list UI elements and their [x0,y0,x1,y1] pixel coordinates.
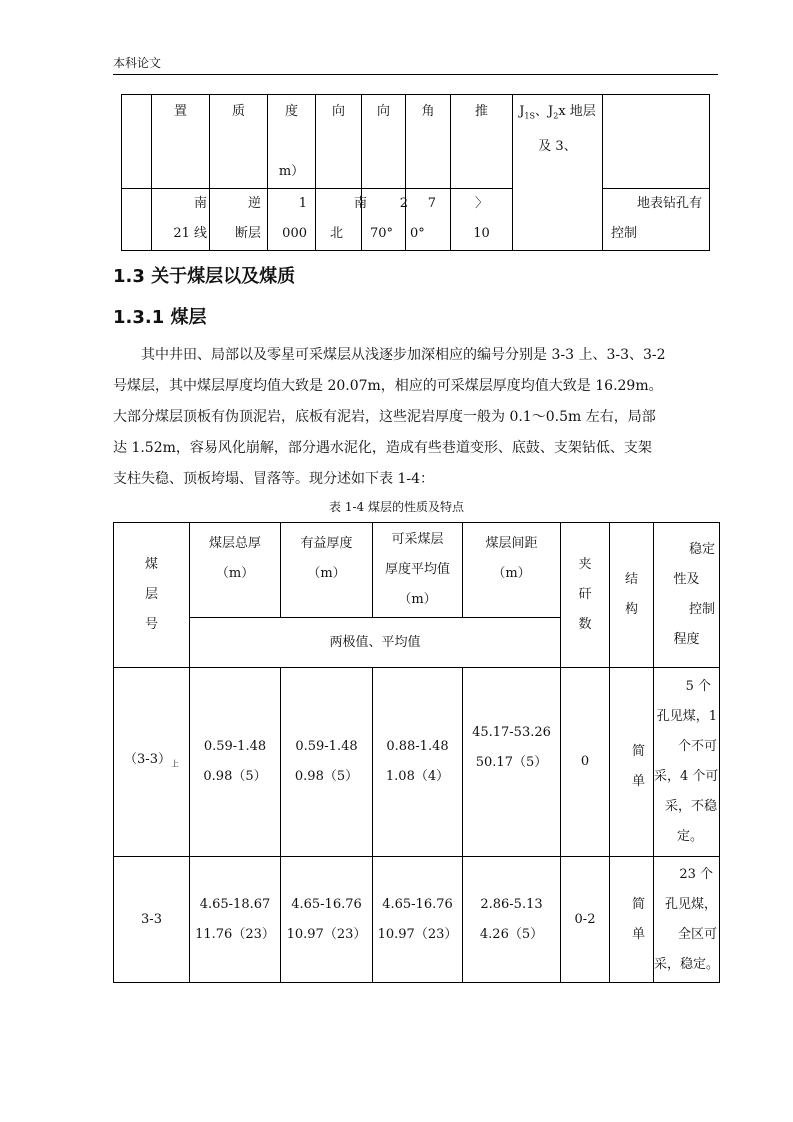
table-cell: 南 北 [316,189,362,251]
header-parting-count: 夹 矸 数 [561,523,610,668]
header-stability: 稳定 性及 控制 程度 [654,523,720,668]
table-cell-strata: $J_{1S}$、$J_2x$ 地层 及 3、 [513,95,603,251]
header-subheader: 两极值、平均值 [190,618,561,668]
coal-seam-table [113,522,720,983]
cell-empty [122,95,152,189]
table-cell: 2 70° [362,189,406,251]
cell-empty [603,95,710,189]
cell-total: 4.65-18.67 11.76（23） [190,857,281,983]
page-header: 本科论文 [113,56,162,70]
cell-seam: $(3-3)_上$ [114,668,190,857]
cell-useful: 0.59-1.48 0.98（5） [281,668,373,857]
continued-table [121,94,710,251]
paragraph-line: 大部分煤层顶板有伪顶泥岩，底板有泥岩，这些泥岩厚度一般为 0.1～0.5m 左右，局部 [113,409,656,425]
subsection-heading: 1.3.1 煤层 [113,307,207,328]
cell-stability: 5 个 孔见煤，1 个不可 采，4 个可 采，不稳 定。 [654,668,720,857]
cell-parting: 0-2 [561,857,610,983]
cell-seam: 3-3 [114,857,190,983]
table-cell: 〉 10 [451,189,513,251]
table-cell: 地表钻孔有 控制 [603,189,710,251]
table-cell: 推 [451,95,513,189]
cell-mineable: 0.88-1.48 1.08（4） [373,668,463,857]
paragraph-line: 支柱失稳、顶板垮塌、冒落等。现分述如下表 1-4： [113,471,434,487]
table-cell: 向 [316,95,362,189]
table-caption: 表 1-4 煤层的性质及特点 [329,500,464,514]
paragraph-line: 达 1.52m，容易风化崩解，部分遇水泥化，造成有些巷道变形、底鼓、支架钻低、支架 [113,440,652,456]
body-paragraph [113,340,719,495]
section-heading: 1.3 关于煤层以及煤质 [113,266,296,287]
cell-empty [122,189,152,251]
table-cell: 度 m） [268,95,316,189]
table-cell: 7 0° [406,189,451,251]
header-structure: 结 构 [610,523,654,668]
header-divider [113,74,718,75]
cell-structure: 简 单 [610,668,654,857]
table-cell: 向 [362,95,406,189]
table-cell: 角 [406,95,451,189]
cell-useful: 4.65-16.76 10.97（23） [281,857,373,983]
table-cell: 逆 断层 [210,189,268,251]
header-mineable-thickness: 可采煤层 厚度平均值 （m） [373,523,463,618]
header-seam: 煤 层 号 [114,523,190,668]
cell-total: 0.59-1.48 0.98（5） [190,668,281,857]
table-cell: 1 000 [268,189,316,251]
cell-stability: 23 个 孔见煤， 全区可 采，稳定。 [654,857,720,983]
cell-spacing: 2.86-5.13 4.26（5） [463,857,561,983]
header-total-thickness: 煤层总厚 （m） [190,523,281,618]
cell-parting: 0 [561,668,610,857]
table-cell: 南 21 线 [152,189,210,251]
table-cell: 置 [152,95,210,189]
paragraph-line: 号煤层，其中煤层厚度均值大致是 20.07m，相应的可采煤层厚度均值大致是 16.29m。 [113,378,663,394]
header-seam-spacing: 煤层间距 （m） [463,523,561,618]
cell-structure: 简 单 [610,857,654,983]
cell-spacing: 45.17-53.26 50.17（5） [463,668,561,857]
paragraph-line: 其中井田、局部以及零星可采煤层从浅逐步加深相应的编号分别是 3-3 上、3-3、3-2 [141,347,666,363]
cell-mineable: 4.65-16.76 10.97（23） [373,857,463,983]
header-useful-thickness: 有益厚度 （m） [281,523,373,618]
table-cell: 质 [210,95,268,189]
